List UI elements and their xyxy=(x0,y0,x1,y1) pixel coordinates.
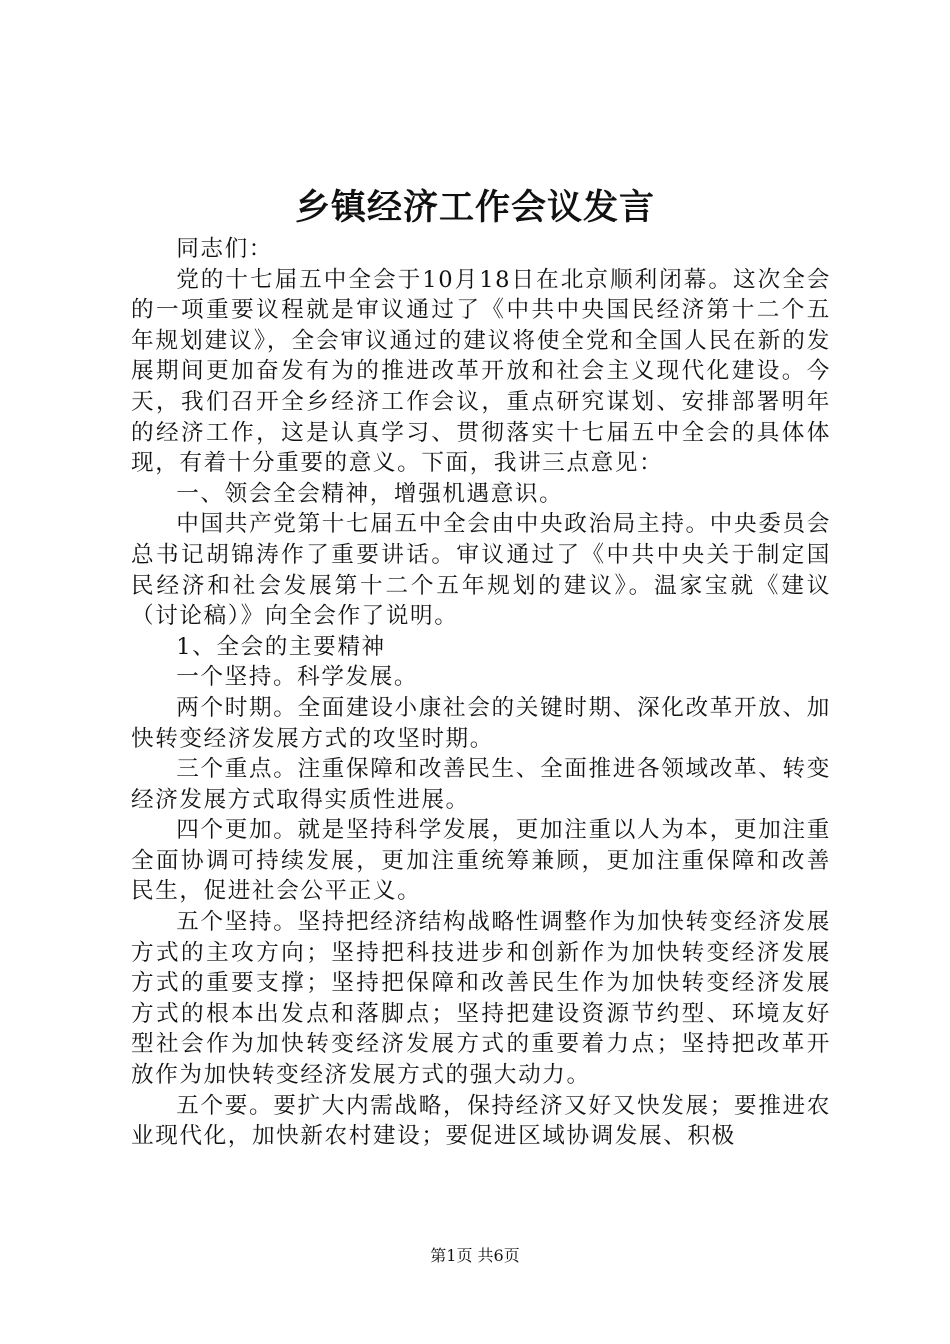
section-heading: 一、领会全会精神，增强机遇意识。 xyxy=(176,480,564,507)
subsection-heading: 1、全会的主要精神 xyxy=(176,633,386,660)
paragraph: 党的十七届五中全会于10月18日在北京顺利闭幕。这次全会的一项重要议程就是审议通过了《中共中央国民经济第十二个五年规划建议》，全会审议通过的建议将使全党和全国人民在新的发展期间更加奋发有为的推进改革开放和社会主义现代化建设。今天，我们召开全乡经济工作会议，重点研究谋划、安排部署明年的经济工作，这是认真学习、贯彻落实十七届五中全会的具体体现，有着十分重要的意义。下面，我讲三点意见： xyxy=(131,266,831,477)
document-title: 乡镇经济工作会议发言 xyxy=(294,188,655,228)
paragraph: 两个时期。全面建设小康社会的关键时期、深化改革开放、加快转变经济发展方式的攻坚时期。 xyxy=(131,694,831,752)
paragraph: 一个坚持。科学发展。 xyxy=(176,664,419,691)
paragraph: 五个要。要扩大内需战略，保持经济又好又快发展；要推进农业现代化，加快新农村建设；要促进区域协调发展、积极 xyxy=(131,1092,831,1150)
paragraph: 五个坚持。坚持把经济结构战略性调整作为加快转变经济发展方式的主攻方向；坚持把科技进步和创新作为加快转变经济发展方式的重要支撑；坚持把保障和改善民生作为加快转变经济发展方式的根本出发点和落脚点；坚持把建设资源节约型、环境友好型社会作为加快转变经济发展方式的重要着力点；坚持把改革开放作为加快转变经济发展方式的强大动力。 xyxy=(131,909,831,1089)
page-footer: 第1页 共6页 xyxy=(430,1246,520,1265)
paragraph: 中国共产党第十七届五中全会由中央政治局主持。中央委员会总书记胡锦涛作了重要讲话。审议通过了《中共中央关于制定国民经济和社会发展第十二个五年规划的建议》。温家宝就《建议（讨论稿）》向全会作了说明。 xyxy=(131,511,831,630)
paragraph: 同志们： xyxy=(176,236,273,262)
paragraph: 四个更加。就是坚持科学发展，更加注重以人为本，更加注重全面协调可持续发展，更加注重统筹兼顾，更加注重保障和改善民生，促进社会公平正义。 xyxy=(131,817,831,905)
document-body xyxy=(131,234,831,1152)
paragraph: 三个重点。注重保障和改善民生、全面推进各领域改革、转变经济发展方式取得实质性进展。 xyxy=(131,756,831,813)
